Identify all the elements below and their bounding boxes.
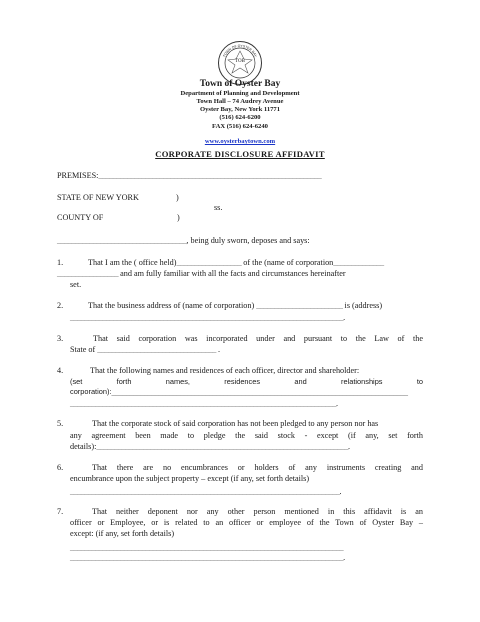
item-4-line-2: (set forth names, residences and relationships to	[70, 377, 423, 386]
item-1-number: 1.	[57, 258, 64, 267]
item-4-line-4: __________________________________________________________________________.	[70, 399, 338, 408]
corporation-name-blank[interactable]: ______________	[333, 258, 384, 267]
item-7-line-2: officer or Employee, or is related to an officer or employee of the Town of Oyster Bay –	[70, 518, 423, 527]
address-line-1: Town Hall – 74 Audrey Avenue	[196, 98, 284, 105]
website-link-wrap	[100, 130, 380, 148]
officers-blank-2[interactable]: __________________________________________________________________________	[70, 399, 336, 408]
item-6-number: 6.	[57, 463, 64, 472]
phone-number: (516) 624-6200	[219, 114, 261, 121]
pledge-details-blank[interactable]: ______________________________________________________________________	[96, 442, 348, 451]
item-6-line-2: encumbrance upon the subject property – except (if any, set forth details)	[70, 474, 310, 483]
website-link[interactable]: www.oysterbaytown.com	[204, 138, 276, 145]
seal-initials: TOB	[235, 59, 245, 64]
state-of-incorporation-blank[interactable]: _________________________________	[97, 345, 216, 354]
item-1-line-1: That I am the ( office held)__________________ of the (name of corporation______________	[88, 258, 384, 267]
relation-details-blank-2[interactable]: ____________________________________________________________________________	[70, 553, 344, 562]
item-2-line-2: ____________________________________________________________________________.	[70, 313, 346, 322]
town-name: Town of Oyster Bay	[199, 79, 281, 89]
item-7-number: 7.	[57, 507, 64, 516]
item-2-line-1: That the business address of (name of corporation) ________________________ is (address)	[88, 301, 383, 310]
encumbrance-details-blank[interactable]: ___________________________________________________________________________	[70, 487, 340, 496]
item-3-line-1: That said corporation was incorporated under and pursuant to the Law of the	[93, 334, 423, 343]
state-paren: )	[176, 193, 179, 202]
department-name: Department of Planning and Development	[180, 90, 300, 97]
item-2-number: 2.	[57, 301, 64, 310]
item-3-number: 3.	[57, 334, 64, 343]
item-4-number: 4.	[57, 366, 64, 375]
item-1-line-2: _________________ and am fully familiar with all the facts and circumstances hereinafter	[57, 269, 346, 278]
seal-text: TOWN OF OYSTER BAY	[222, 43, 258, 58]
item-6-line-1: That there are no encumbrances or holders of any instruments creating and	[92, 463, 423, 472]
sworn-text: , being duly sworn, deposes and says:	[186, 236, 310, 245]
address-line-2: Oyster Bay, New York 11771	[199, 106, 281, 113]
item-5-line-2: any agreement been made to pledge the said stock - except (if any, set forth	[70, 431, 423, 440]
ss-label: ss.	[214, 203, 223, 212]
item-3-line-2: State of _________________________________ .	[70, 345, 220, 354]
premises-blank[interactable]: ______________________________________________________________	[98, 171, 322, 180]
corp-name-blank-2[interactable]: ________________________	[256, 301, 343, 310]
document-title: CORPORATE DISCLOSURE AFFIDAVIT	[155, 149, 325, 159]
item-5-number: 5.	[57, 419, 64, 428]
item-4-line-1: That the following names and residences of each officer, director and shareholder:	[90, 366, 360, 375]
item-5-line-1: That the corporate stock of said corporation has not been pledged to any person nor has	[92, 419, 379, 428]
county-label: COUNTY OF	[57, 213, 104, 222]
sworn-line	[57, 235, 310, 246]
item-7-line-1: That neither deponent nor any other person mentioned in this affidavit is an	[92, 507, 423, 516]
business-address-blank[interactable]: ____________________________________________________________________________	[70, 313, 344, 322]
deponent-name-blank[interactable]: ____________________________________	[57, 236, 187, 245]
item-1-line-3: set.	[70, 280, 82, 289]
fax-number: FAX (516) 624-6240	[212, 123, 268, 130]
item-7-line-3: except: (if any, set forth details)	[70, 529, 175, 538]
premises-label: PREMISES:	[57, 171, 99, 180]
item-6-line-3: ___________________________________________________________________________.	[70, 487, 342, 496]
corporation-name-blank-cont[interactable]: _________________	[57, 269, 119, 278]
county-paren: )	[177, 213, 180, 222]
premises-line	[57, 170, 321, 181]
relation-details-blank[interactable]: ____________________________________________________________________________	[70, 543, 344, 552]
office-held-blank[interactable]: __________________	[176, 258, 242, 267]
item-4-line-3: corporation):__________________________________________________________________________________	[70, 387, 408, 396]
item-7-line-5: ____________________________________________________________________________.	[70, 553, 346, 562]
state-label: STATE OF NEW YORK	[57, 193, 139, 202]
item-5-line-3: details):______________________________________________________________________.	[70, 442, 350, 451]
officers-blank[interactable]: __________________________________________________________________________________	[111, 387, 408, 396]
